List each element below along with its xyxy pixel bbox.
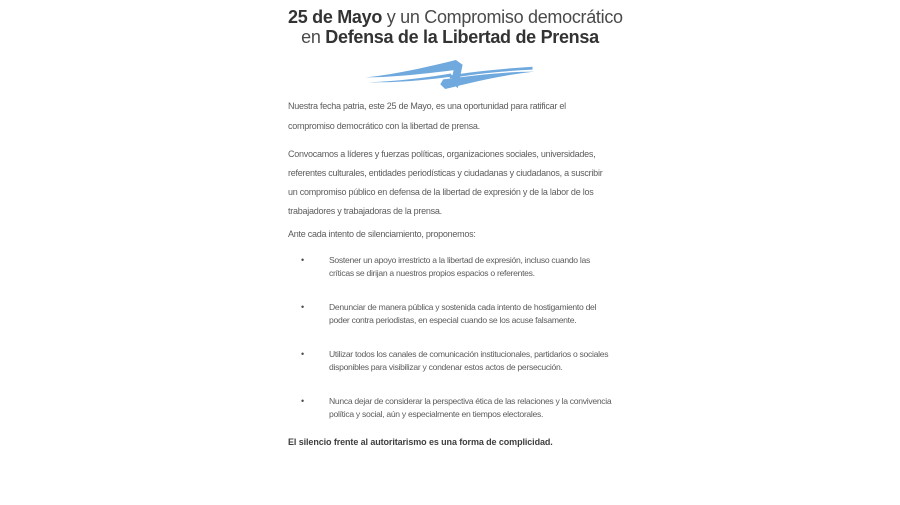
bullet-icon: • [301, 396, 304, 406]
title-line-1-bold: 25 de Mayo [288, 7, 383, 27]
list-item [288, 348, 612, 374]
declaration-document [288, 0, 623, 457]
list-item-text: Utilizar todos los canales de comunicación institucionales, partidarios o sociales disponibles para visibilizar y condenar estos actos de persecución. [329, 349, 609, 372]
list-item-text: Denunciar de manera pública y sostenida cada intento de hostigamiento del poder contra periodistas, en especial cuando se los acuse falsamente. [329, 302, 597, 325]
title-line-1-regular: y un Compromiso democrático [382, 7, 623, 27]
list-item [288, 301, 612, 327]
argentina-flag-ribbon-svg [362, 58, 538, 91]
bullet-icon: • [301, 349, 304, 359]
title-line-2 [288, 27, 612, 47]
list-item-text: Sostener un apoyo irrestricto a la libertad de expresión, incluso cuando las críticas se dirijan a nuestros propios espacios o referentes. [329, 255, 590, 278]
proposal-lead-paragraph: Ante cada intento de silenciamiento, proponemos: [288, 229, 476, 239]
closing-statement: El silencio frente al autoritarismo es una forma de complicidad. [288, 437, 553, 447]
bullet-icon: • [301, 302, 304, 312]
intro-paragraph: Nuestra fecha patria, este 25 de Mayo, es una oportunidad para ratificar el compromiso democrático con la libertad de prensa. [288, 101, 566, 131]
bullet-icon: • [301, 255, 304, 265]
list-item [288, 395, 612, 421]
title-line-2-bold: Defensa de la Libertad de Prensa [325, 27, 599, 47]
title-line-1 [288, 7, 623, 27]
list-item-text: Nunca dejar de considerar la perspectiva ética de las relaciones y la convivencia política y social, aún y especialmente en tiempos electorales. [329, 396, 612, 419]
title-line-2-regular: en [301, 27, 326, 47]
page-title [288, 7, 623, 47]
convocation-paragraph: Convocamos a líderes y fuerzas políticas, organizaciones sociales, universidades, referentes culturales, entidades periodísticas y ciudadanas y ciudadanos, a suscribir un compromiso público en defensa de la libertad de expresión y de la labor de los trabajadores y trabajadoras de la prensa. [288, 149, 603, 216]
proposal-list [288, 254, 612, 421]
argentina-flag-icon [362, 58, 538, 91]
list-item [288, 254, 612, 280]
